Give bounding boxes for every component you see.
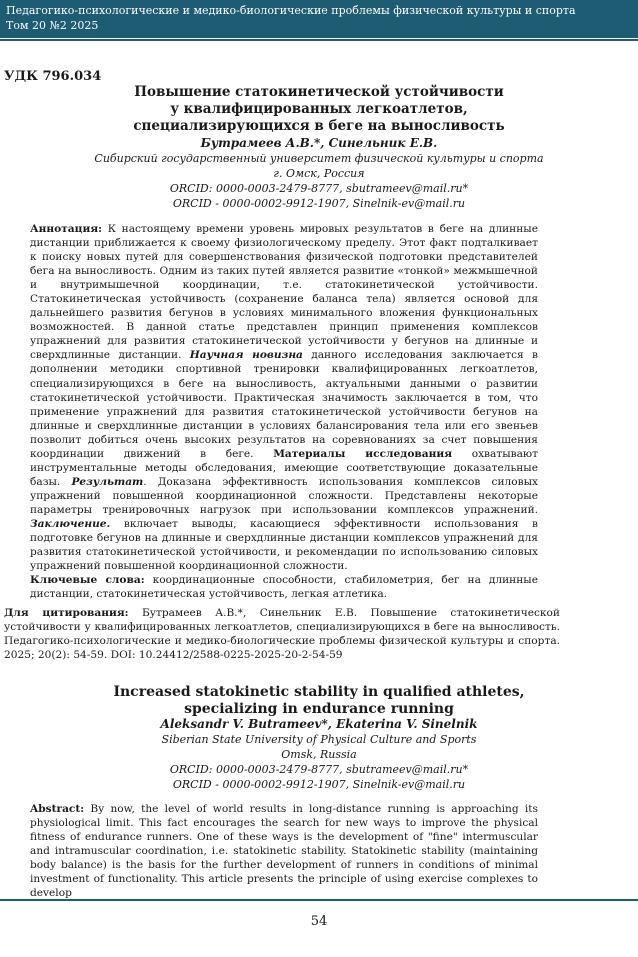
abstract-en-text: By now, the level of world results in long-distance running is approaching its physiological limit. This fact encourages the search for new ways to improve the physical fitness of endurance runners. One of these ways is the development of "fine" intermuscular and intramuscular coordination, i.e. statokinetic stability. Statokinetic stability (maintaining body balance) is the basis for the further development of runners in conditions of minimal investment of functionality. This article presents the principle of using exercise complexes to develop bbox=[30, 803, 538, 900]
title-ru-line: специализирующихся в беге на выносливость bbox=[133, 118, 505, 134]
citation bbox=[4, 606, 560, 662]
orcid-ru-2: ORCID - 0000-0002-9912-1907, Sinelnik-ev@mail.ru bbox=[172, 197, 466, 210]
title-ru bbox=[0, 84, 638, 135]
citation-text: Бутрамеев А.В.*, Синельник Е.В. Повышение статокинетической устойчивости у квалифицированных легкоатлетов, специализирующихся в беге на выносливость. Педагогико-психологические и медико-биологические проблемы физической культуры и спорта. 2025; 20(2): 54-59. DOI: 10.24412/2588-0225-2025-20-2-54-59 bbox=[4, 607, 560, 662]
authors-ru: Бутрамеев А.В.*, Синельник Е.В. bbox=[200, 136, 438, 150]
keywords-label: Ключевые слова: bbox=[30, 574, 145, 587]
abstract-ru-text: охватывают инструментальные методы обследования, имеющие соответствующие доказательные базы. bbox=[30, 447, 538, 488]
abstract-ru-text: . Доказана эффективность использования комплексов силовых упражнений повышенной координационной сложности. Представлены некоторые параметры тренировочных нагрузок при использовании комплексов упражнений. bbox=[30, 475, 538, 516]
authors-block-ru bbox=[0, 136, 638, 211]
journal-issue: Том 20 №2 2025 bbox=[6, 19, 99, 32]
orcid-en-1: ORCID: 0000-0003-2479-8777, sbutrameev@mail.ru* bbox=[169, 763, 469, 776]
title-en-line: Increased statokinetic stability in qualified athletes, bbox=[113, 684, 525, 700]
authors-en: Aleksandr V. Butrameev*, Ekaterina V. Sinelnik bbox=[160, 717, 478, 731]
keywords-text: координационные способности, стабилометрия, бег на длинные дистанции, статокинетическая устойчивость, легкая атлетика. bbox=[30, 574, 539, 601]
orcid-en-2: ORCID - 0000-0002-9912-1907, Sinelnik-ev@mail.ru bbox=[172, 778, 466, 791]
affiliation-ru: Сибирский государственный университет физической культуры и спорта bbox=[94, 152, 544, 165]
citation-label: Для цитирования: bbox=[4, 607, 129, 619]
journal-header bbox=[0, 0, 638, 38]
orcid-ru-1: ORCID: 0000-0003-2479-8777, sbutrameev@mail.ru* bbox=[169, 182, 469, 195]
abstract-ru-label: Аннотация: bbox=[30, 223, 103, 235]
city-en: Omsk, Russia bbox=[281, 748, 357, 761]
abstract-en-label: Abstract: bbox=[30, 803, 85, 815]
abstract-ru-text: данного исследования заключается в дополнении методики спортивной тренировки квалифицированных легкоатлетов, специализирующихся в беге на выносливость, актуальными данными о развитии статокинетической устойчивости. Практическая значимость заключается в том, что применение упражнений для развития статокинетической устойчивости бегунов на длинные и сверхдлинные дистанции в условиях балансирования тела или его звеньев позволит добиться очень высоких результатов на соревнованиях за счет повышения координации движений в беге. bbox=[30, 349, 538, 460]
udk-code: УДК 796.034 bbox=[4, 69, 102, 84]
abstract-en bbox=[30, 802, 538, 900]
title-ru-line: у квалифицированных легкоатлетов, bbox=[170, 101, 468, 117]
novelty-label: Научная новизна bbox=[189, 349, 303, 362]
abstract-ru-text: включает выводы, касающиеся эффективности использования в подготовке бегунов на длинные и сверхдлинные дистанции комплексов упражнений для развития статокинетической устойчивости, и рекомендации по использованию силовых упражнений повышенной координационной сложности. bbox=[30, 517, 538, 573]
city-ru: г. Омск, Россия bbox=[273, 167, 365, 180]
materials-label: Материалы исследования bbox=[273, 447, 453, 460]
conclusion-label: Заключение. bbox=[30, 517, 111, 530]
title-en bbox=[0, 684, 638, 718]
keywords-ru bbox=[30, 573, 538, 601]
title-en-line: specializing in endurance running bbox=[184, 701, 454, 717]
affiliation-en: Siberian State University of Physical Culture and Sports bbox=[161, 733, 477, 746]
result-label: Результат bbox=[71, 475, 144, 488]
abstract-ru-text: К настоящему времени уровень мировых результатов в беге на длинные дистанции приближается к своему физиологическому пределу. Этот факт подталкивает к поиску новых путей для совершенствования физической подготовки представителей бега на выносливость. Одним из таких путей является развитие «тонкой» межмышечной и внутримышечной координации, т.е. статокинетической устойчивости. Статокинетическая устойчивость (сохранение баланса тела) является основой для дальнейшего развития бегунов в условиях минимального вложения функциональных возможностей. В данной статье представлен принцип применения комплексов упражнений для развития статокинетической устойчивости у бегунов на длинные и сверхдлинные дистанции. bbox=[30, 223, 538, 362]
header-divider bbox=[0, 39, 638, 41]
journal-name: Педагогико-психологические и медико-биологические проблемы физической культуры и спорта bbox=[6, 4, 576, 17]
abstract-ru bbox=[30, 222, 538, 601]
title-ru-line: Повышение статокинетической устойчивости bbox=[134, 84, 504, 100]
page-number: 54 bbox=[310, 914, 328, 929]
authors-block-en bbox=[0, 717, 638, 792]
footer-divider bbox=[0, 899, 638, 901]
